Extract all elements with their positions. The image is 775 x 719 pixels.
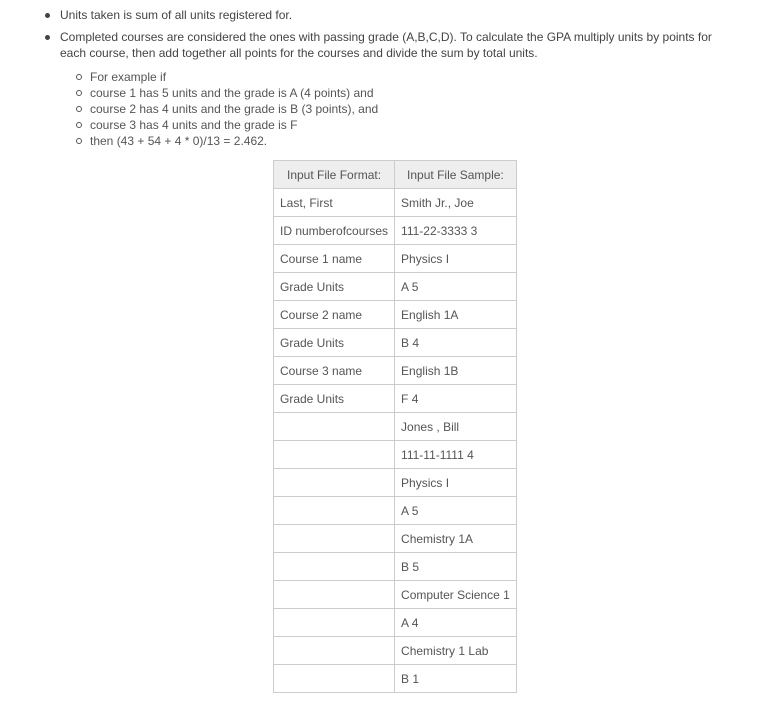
- format-cell: Grade Units: [274, 273, 395, 301]
- sample-cell: B 1: [395, 665, 517, 693]
- table-header-row: [274, 161, 517, 189]
- sample-cell: A 5: [395, 273, 517, 301]
- table-row: [274, 329, 517, 357]
- table-row: [274, 553, 517, 581]
- format-cell: Last, First: [274, 189, 395, 217]
- sample-cell: A 5: [395, 497, 517, 525]
- table-row: [274, 413, 517, 441]
- sample-cell: Physics I: [395, 469, 517, 497]
- format-cell: [274, 413, 395, 441]
- example-item: course 3 has 4 units and the grade is F: [0, 117, 378, 133]
- table-row: [274, 609, 517, 637]
- format-cell: [274, 553, 395, 581]
- sample-cell: F 4: [395, 385, 517, 413]
- sample-cell: Smith Jr., Joe: [395, 189, 517, 217]
- table-row: [274, 357, 517, 385]
- sample-cell: 111-11-1111 4: [395, 441, 517, 469]
- format-cell: ID numberofcourses: [274, 217, 395, 245]
- example-list: [0, 69, 378, 149]
- format-cell: [274, 441, 395, 469]
- bullet-units-taken: Units taken is sum of all units registered for.: [0, 7, 760, 23]
- header-input-file-sample: Input File Sample:: [395, 161, 517, 189]
- table-row: [274, 189, 517, 217]
- format-cell: [274, 665, 395, 693]
- format-cell: Course 3 name: [274, 357, 395, 385]
- sample-cell: 111-22-3333 3: [395, 217, 517, 245]
- sample-cell: B 4: [395, 329, 517, 357]
- format-cell: [274, 525, 395, 553]
- sample-cell: Jones , Bill: [395, 413, 517, 441]
- table-row: [274, 301, 517, 329]
- example-item: course 1 has 5 units and the grade is A (4 points) and: [0, 85, 378, 101]
- format-cell: Grade Units: [274, 385, 395, 413]
- table-row: [274, 525, 517, 553]
- format-cell: Course 2 name: [274, 301, 395, 329]
- table-row: [274, 217, 517, 245]
- format-cell: Course 1 name: [274, 245, 395, 273]
- format-cell: [274, 497, 395, 525]
- sample-cell: Physics I: [395, 245, 517, 273]
- sample-cell: English 1A: [395, 301, 517, 329]
- format-cell: [274, 469, 395, 497]
- header-input-file-format: Input File Format:: [274, 161, 395, 189]
- format-cell: [274, 609, 395, 637]
- format-cell: Grade Units: [274, 329, 395, 357]
- input-file-table: [273, 160, 517, 693]
- format-cell: [274, 637, 395, 665]
- sample-cell: A 4: [395, 609, 517, 637]
- sample-cell: B 5: [395, 553, 517, 581]
- sample-cell: English 1B: [395, 357, 517, 385]
- bullet-completed-courses: Completed courses are considered the ones with passing grade (A,B,C,D). To calculate the GPA multiply units by points for each course, then add together all points for the courses and divide the sum by total units.: [0, 29, 740, 61]
- sample-cell: Computer Science 1: [395, 581, 517, 609]
- table-row: [274, 469, 517, 497]
- table-row: [274, 637, 517, 665]
- format-cell: [274, 581, 395, 609]
- table-row: [274, 273, 517, 301]
- table-row: [274, 581, 517, 609]
- table-row: [274, 245, 517, 273]
- example-item: course 2 has 4 units and the grade is B (3 points), and: [0, 101, 378, 117]
- example-item: then (43 + 54 + 4 * 0)/13 = 2.462.: [0, 133, 378, 149]
- table-row: [274, 441, 517, 469]
- table-row: [274, 385, 517, 413]
- table-row: [274, 665, 517, 693]
- sample-cell: Chemistry 1 Lab: [395, 637, 517, 665]
- table-row: [274, 497, 517, 525]
- sample-cell: Chemistry 1A: [395, 525, 517, 553]
- example-item: For example if: [0, 69, 378, 85]
